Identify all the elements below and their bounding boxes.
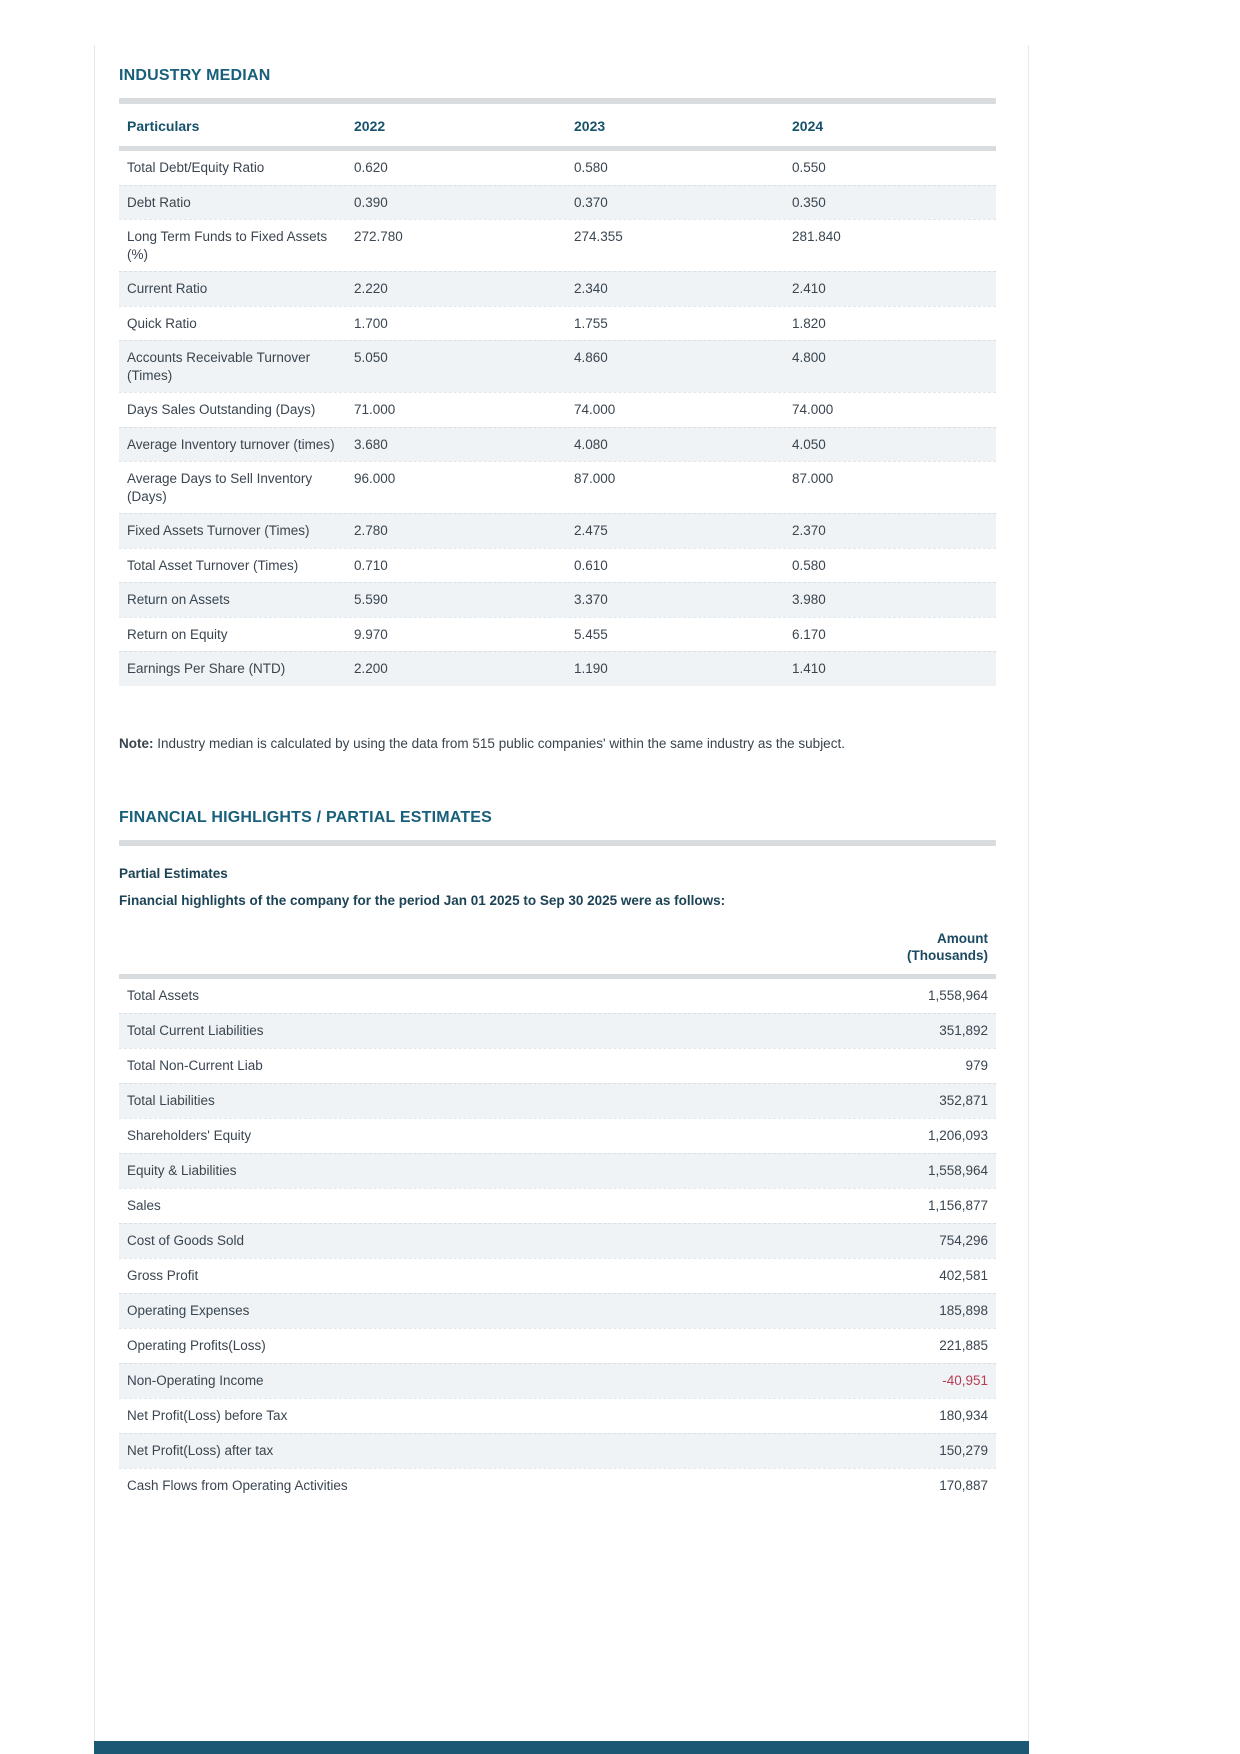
note-label: Note: [119, 735, 154, 751]
table-row [119, 1118, 996, 1153]
row-label: Average Days to Sell Inventory (Days) [127, 471, 313, 504]
table-row [119, 392, 996, 427]
value-2024: 2.370 [792, 523, 826, 538]
value-2022: 0.390 [354, 194, 388, 210]
row-label: Total Non-Current Liab [127, 1057, 263, 1073]
value-2022: 1.700 [354, 315, 388, 331]
value-2023: 74.000 [574, 402, 616, 417]
row-amount: 1,156,877 [927, 1197, 988, 1213]
value-2022: 0.710 [354, 557, 388, 573]
row-amount: 979 [965, 1057, 988, 1073]
value-2024: 281.840 [792, 229, 841, 244]
value-2024: 1.820 [792, 315, 826, 331]
table-row [119, 219, 996, 271]
row-label: Total Debt/Equity Ratio [127, 160, 265, 175]
value-2023: 0.580 [574, 160, 608, 175]
table-row [119, 548, 996, 583]
page-footer-bar [94, 1741, 1029, 1754]
industry-median-table [119, 104, 996, 686]
row-amount: 180,934 [939, 1407, 988, 1423]
value-2023: 2.475 [574, 523, 608, 538]
value-2023: 4.860 [574, 350, 608, 365]
row-amount: -40,951 [942, 1372, 988, 1388]
value-2022: 2.220 [354, 281, 388, 296]
row-amount: 185,898 [939, 1302, 988, 1318]
row-label: Total Current Liabilities [127, 1022, 264, 1038]
table-row [119, 1328, 996, 1363]
column-header-2024: 2024 [792, 118, 824, 134]
value-2023: 0.370 [574, 194, 608, 210]
table-body [119, 151, 996, 686]
row-label: Non-Operating Income [127, 1372, 264, 1388]
table-row [119, 1468, 996, 1503]
table-row [119, 1048, 996, 1083]
value-2022: 5.590 [354, 592, 388, 607]
value-2022: 96.000 [354, 471, 396, 486]
row-label: Current Ratio [127, 281, 208, 296]
row-label: Net Profit(Loss) after tax [127, 1442, 274, 1458]
table-row [119, 1188, 996, 1223]
table-row [119, 1433, 996, 1468]
financial-highlights-title: FINANCIAL HIGHLIGHTS / PARTIAL ESTIMATES [119, 808, 493, 826]
industry-median-title: INDUSTRY MEDIAN [119, 67, 271, 84]
row-label: Total Liabilities [127, 1092, 215, 1108]
table-row [119, 1083, 996, 1118]
value-2022: 272.780 [354, 229, 403, 244]
table-row [119, 427, 996, 462]
table-row [119, 461, 996, 513]
row-amount: 1,558,964 [927, 987, 988, 1003]
table-body [119, 979, 996, 1503]
table-header-row [119, 104, 996, 146]
document-page [94, 45, 1029, 1754]
row-amount: 150,279 [939, 1442, 988, 1458]
amount-column-header [119, 926, 996, 974]
table-row [119, 617, 996, 652]
value-2023: 3.370 [574, 592, 608, 607]
value-2022: 3.680 [354, 436, 388, 452]
row-amount: 754,296 [939, 1232, 988, 1248]
financial-highlights-intro: Financial highlights of the company for the period Jan 01 2025 to Sep 30 2025 were as follows: [119, 892, 726, 908]
value-2023: 1.755 [574, 315, 608, 331]
value-2022: 5.050 [354, 350, 388, 365]
row-label: Accounts Receivable Turnover (Times) [127, 350, 311, 383]
value-2024: 0.580 [792, 557, 826, 573]
table-row [119, 1363, 996, 1398]
value-2023: 2.340 [574, 281, 608, 296]
table-row [119, 582, 996, 617]
financial-highlights-section [119, 809, 996, 1503]
value-2023: 87.000 [574, 471, 616, 486]
row-label: Return on Assets [127, 592, 230, 607]
value-2024: 0.550 [792, 160, 826, 175]
row-label: Operating Profits(Loss) [127, 1337, 266, 1353]
note-text: Industry median is calculated by using the data from 515 public companies' within the same industry as the subject. [153, 735, 845, 751]
table-row [119, 1293, 996, 1328]
row-label: Gross Profit [127, 1267, 199, 1283]
value-2022: 0.620 [354, 160, 388, 175]
section-divider [119, 840, 996, 846]
value-2023: 0.610 [574, 557, 608, 573]
value-2022: 9.970 [354, 626, 388, 642]
row-label: Long Term Funds to Fixed Assets (%) [127, 229, 328, 262]
row-label: Fixed Assets Turnover (Times) [127, 523, 310, 538]
table-row [119, 185, 996, 220]
table-row [119, 1013, 996, 1048]
row-amount: 1,206,093 [927, 1127, 988, 1143]
partial-estimates-subtitle: Partial Estimates [119, 865, 228, 881]
amount-header-line2: (Thousands) [907, 947, 988, 963]
row-label: Sales [127, 1197, 161, 1213]
table-row [119, 651, 996, 686]
value-2024: 2.410 [792, 281, 826, 296]
industry-median-note [119, 736, 996, 751]
row-label: Shareholders' Equity [127, 1127, 252, 1143]
table-row [119, 1153, 996, 1188]
row-label: Total Asset Turnover (Times) [127, 557, 299, 573]
table-row [119, 340, 996, 392]
value-2024: 4.800 [792, 350, 826, 365]
row-amount: 351,892 [939, 1022, 988, 1038]
row-label: Operating Expenses [127, 1302, 250, 1318]
row-amount: 352,871 [939, 1092, 988, 1108]
row-label: Cost of Goods Sold [127, 1232, 245, 1248]
table-row [119, 151, 996, 185]
table-row [119, 306, 996, 341]
column-header-particulars: Particulars [127, 118, 200, 134]
row-amount: 402,581 [939, 1267, 988, 1283]
value-2024: 1.410 [792, 661, 826, 676]
row-label: Net Profit(Loss) before Tax [127, 1407, 288, 1423]
value-2023: 5.455 [574, 626, 608, 642]
value-2022: 2.780 [354, 523, 388, 538]
value-2024: 74.000 [792, 402, 834, 417]
value-2024: 4.050 [792, 436, 826, 452]
amount-header-line1: Amount [937, 930, 988, 946]
row-label: Return on Equity [127, 626, 228, 642]
table-row [119, 1398, 996, 1433]
column-header-2022: 2022 [354, 118, 386, 134]
table-row [119, 979, 996, 1013]
table-row [119, 271, 996, 306]
row-label: Cash Flows from Operating Activities [127, 1477, 348, 1493]
row-label: Debt Ratio [127, 194, 191, 210]
value-2023: 1.190 [574, 661, 608, 676]
value-2024: 6.170 [792, 626, 826, 642]
value-2024: 87.000 [792, 471, 834, 486]
value-2024: 0.350 [792, 194, 826, 210]
row-label: Total Assets [127, 987, 200, 1003]
table-row [119, 1223, 996, 1258]
row-label: Equity & Liabilities [127, 1162, 237, 1178]
row-amount: 1,558,964 [927, 1162, 988, 1178]
row-amount: 170,887 [939, 1477, 988, 1493]
value-2022: 2.200 [354, 661, 388, 676]
value-2024: 3.980 [792, 592, 826, 607]
row-label: Days Sales Outstanding (Days) [127, 402, 316, 417]
value-2022: 71.000 [354, 402, 396, 417]
financial-highlights-table [119, 926, 996, 1503]
table-row [119, 1258, 996, 1293]
row-label: Earnings Per Share (NTD) [127, 661, 286, 676]
row-label: Average Inventory turnover (times) [127, 436, 335, 452]
value-2023: 4.080 [574, 436, 608, 452]
row-label: Quick Ratio [127, 315, 197, 331]
row-amount: 221,885 [939, 1337, 988, 1353]
value-2023: 274.355 [574, 229, 623, 244]
column-header-2023: 2023 [574, 118, 606, 134]
table-row [119, 513, 996, 548]
